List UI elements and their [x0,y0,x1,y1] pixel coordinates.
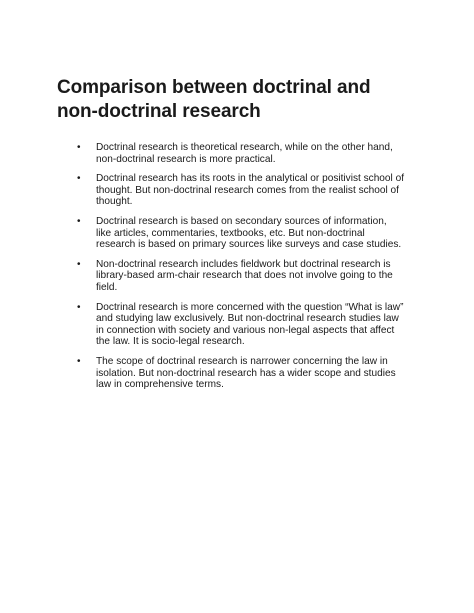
bullet-text: Doctrinal research has its roots in the analytical or positivist school of thought. But non-doctrinal research comes from the realist school of thought. [96,173,404,208]
bullet-text: Non-doctrinal research includes fieldwork but doctrinal research is library-based arm-chair research that does not involve going to the field. [96,258,393,293]
bullet-dot-icon: • [77,355,81,367]
bullet-item [57,259,404,294]
bullet-item [57,142,404,165]
bullet-item [57,356,404,391]
bullet-dot-icon: • [77,258,81,270]
bullet-dot-icon: • [77,215,81,227]
bullet-list [57,142,404,391]
bullet-text: Doctrinal research is more concerned with the question “What is law” and studying law exclusively. But non-doctrinal research studies law in connection with society and various non-legal aspects that affect the law. It is socio-legal research. [96,301,404,348]
bullet-text: The scope of doctrinal research is narrower concerning the law in isolation. But non-doctrinal research has a wider scope and studies law in comprehensive terms. [96,355,396,391]
bullet-item [57,173,404,208]
bullet-text: Doctrinal research is theoretical research, while on the other hand, non-doctrinal research is more practical. [96,142,393,165]
bullet-item [57,302,404,348]
document-title: Comparison between doctrinal and non-doctrinal research [57,77,371,122]
bullet-dot-icon: • [77,173,81,185]
bullet-item [57,216,404,251]
bullet-text: Doctrinal research is based on secondary sources of information, like articles, commentaries, textbooks, etc. But non-doctrinal research is based on primary sources like surveys and case studies. [96,215,402,251]
bullet-dot-icon: • [77,142,81,153]
bullet-dot-icon: • [77,301,81,313]
